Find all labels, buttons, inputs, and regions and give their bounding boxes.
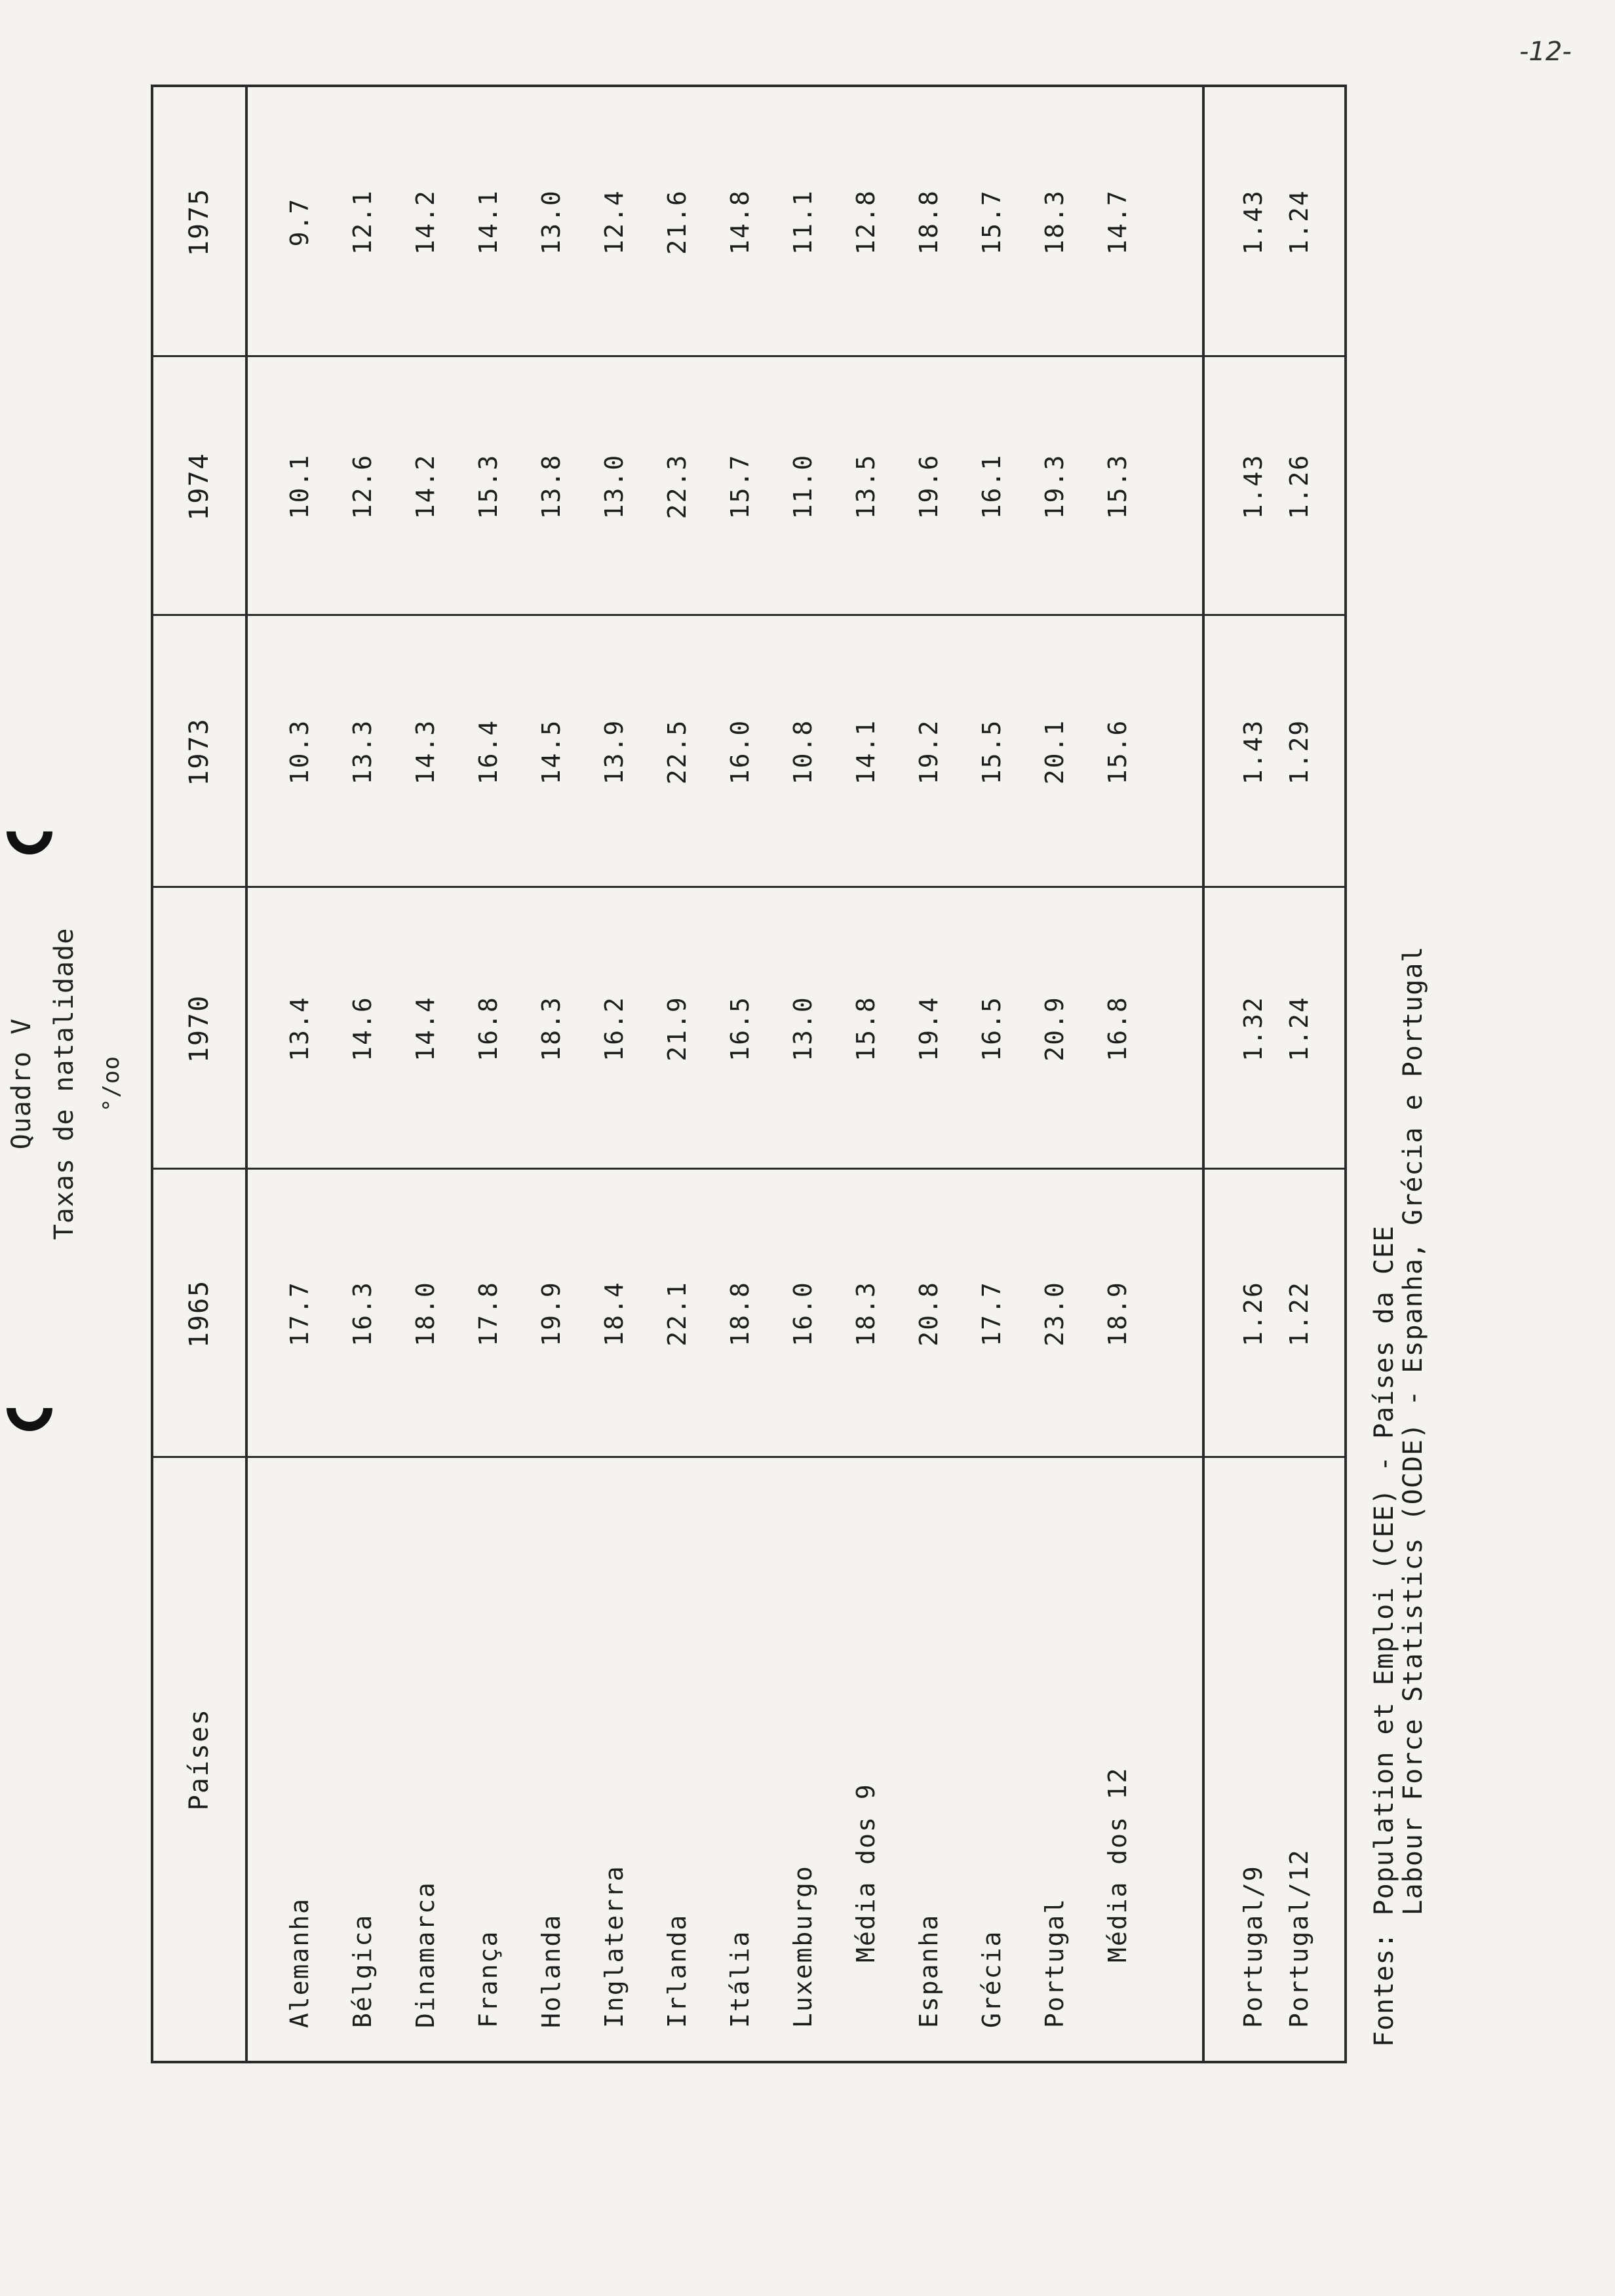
row-label: Bélgica	[348, 1913, 377, 2028]
row-label: Média dos 9	[851, 1783, 880, 1962]
table-cell: 1.29	[1285, 719, 1313, 785]
table-cell: 16.8	[1103, 996, 1132, 1062]
table-cell: 16.0	[726, 719, 754, 785]
table-cell: 17.7	[285, 1281, 314, 1347]
table-cell: 19.9	[537, 1281, 566, 1347]
table-cell: 14.1	[851, 719, 880, 785]
table-cell: 10.1	[285, 453, 314, 520]
row-label: Itália	[726, 1930, 754, 2028]
table-cell: 10.3	[285, 719, 314, 785]
column-header-countries: Países	[184, 1708, 214, 1811]
table-cell: 19.4	[914, 996, 943, 1062]
table-cell: 14.6	[348, 996, 377, 1062]
table-cell: 15.8	[851, 996, 880, 1062]
table-cell: 9.7	[285, 197, 314, 247]
table-cell: 16.1	[977, 453, 1006, 520]
table-cell: 13.5	[851, 453, 880, 520]
table-cell: 20.9	[1040, 996, 1069, 1062]
table-cell: 14.4	[411, 996, 440, 1062]
table-cell: 1.43	[1239, 453, 1268, 520]
table-cell: 15.6	[1103, 719, 1132, 785]
column-header-year: 1965	[184, 1279, 214, 1349]
table-cell: 13.0	[600, 453, 629, 520]
row-label: França	[474, 1930, 503, 2028]
row-label: Dinamarca	[411, 1881, 440, 2028]
table-cell: 14.1	[474, 189, 503, 255]
table-cell: 14.7	[1103, 189, 1132, 255]
table-cell: 19.2	[914, 719, 943, 785]
sources-note	[1370, 946, 1428, 2048]
table-cell: 11.1	[788, 189, 817, 255]
table-cell: 18.3	[1040, 189, 1069, 255]
row-label: Espanha	[914, 1913, 943, 2028]
row-label: Irlanda	[663, 1913, 691, 2028]
table-cell: 19.6	[914, 453, 943, 520]
table-cell: 16.5	[977, 996, 1006, 1062]
table-cell: 22.1	[663, 1281, 691, 1347]
table-cell: 18.3	[537, 996, 566, 1062]
row-label: Portugal/9	[1239, 1865, 1268, 2028]
table-cell: 16.8	[474, 996, 503, 1062]
table-cell: 1.32	[1239, 996, 1268, 1062]
table-cell: 16.5	[726, 996, 754, 1062]
column-header-year: 1973	[184, 718, 214, 786]
table-cell: 13.3	[348, 719, 377, 785]
table-cell: 18.4	[600, 1281, 629, 1347]
sources-line-1: Fontes: Population et Emploi (CEE) - Países da CEE	[1369, 1225, 1399, 2047]
row-label: Luxemburgo	[788, 1865, 817, 2028]
header-divider	[245, 87, 248, 2061]
table-cell: 11.0	[788, 453, 817, 520]
table-cell: 19.3	[1040, 453, 1069, 520]
table-cell: 18.3	[851, 1281, 880, 1347]
table-cell: 22.5	[663, 719, 691, 785]
table-cell: 20.1	[1040, 719, 1069, 785]
table-cell: 14.3	[411, 719, 440, 785]
table-cell: 15.7	[977, 189, 1006, 255]
row-label: Inglaterra	[600, 1865, 629, 2028]
column-header-year: 1974	[184, 452, 214, 521]
table-subtitle: Taxas de natalidade	[49, 927, 79, 1240]
table-cell: 1.24	[1285, 189, 1313, 255]
table-cell: 16.4	[474, 719, 503, 785]
table-cell: 12.1	[348, 189, 377, 255]
column-header-year: 1970	[184, 994, 214, 1063]
table-cell: 23.0	[1040, 1281, 1069, 1347]
table-cell: 16.3	[348, 1281, 377, 1347]
row-label: Alemanha	[285, 1897, 314, 2028]
row-label: Média dos 12	[1103, 1767, 1132, 1962]
table-cell: 17.7	[977, 1281, 1006, 1347]
table-cell: 21.6	[663, 189, 691, 255]
table-cell: 20.8	[914, 1281, 943, 1347]
table-cell: 12.8	[851, 189, 880, 255]
table-cell: 12.4	[600, 189, 629, 255]
table-cell: 21.9	[663, 996, 691, 1062]
table-cell: 17.8	[474, 1281, 503, 1347]
table-cell: 1.26	[1285, 453, 1313, 520]
table-cell: 13.8	[537, 453, 566, 520]
table-cell: 1.43	[1239, 189, 1268, 255]
table-cell: 18.8	[726, 1281, 754, 1347]
table-cell: 16.0	[788, 1281, 817, 1347]
table-cell: 1.43	[1239, 719, 1268, 785]
row-label: Portugal/12	[1285, 1848, 1313, 2028]
table-cell: 14.2	[411, 453, 440, 520]
table-cell: 15.7	[726, 453, 754, 520]
table-cell: 22.3	[663, 453, 691, 520]
table-cell: 15.3	[1103, 453, 1132, 520]
table-cell: 13.0	[788, 996, 817, 1062]
table-cell: 18.0	[411, 1281, 440, 1347]
table-cell: 14.8	[726, 189, 754, 255]
birth-rate-table	[151, 85, 1347, 2063]
table-cell: 1.22	[1285, 1281, 1313, 1347]
sources-line-2: Labour Force Statistics (OCDE) - Espanha, Grécia e Portugal	[1398, 946, 1428, 2047]
table-cell: 1.26	[1239, 1281, 1268, 1347]
row-label: Holanda	[537, 1913, 566, 2028]
table-cell: 12.6	[348, 453, 377, 520]
column-header-year: 1975	[184, 187, 214, 257]
table-cell: 13.9	[600, 719, 629, 785]
table-cell: 16.2	[600, 996, 629, 1062]
table-unit: °/oo	[98, 1056, 125, 1112]
table-cell: 15.5	[977, 719, 1006, 785]
page-number: -12-	[1519, 37, 1572, 67]
table-cell: 1.24	[1285, 996, 1313, 1062]
table-cell: 14.5	[537, 719, 566, 785]
table-cell: 18.9	[1103, 1281, 1132, 1347]
table-cell: 13.4	[285, 996, 314, 1062]
table-title: Quadro V	[7, 1018, 37, 1150]
ratio-divider	[1202, 87, 1205, 2061]
table-cell: 14.2	[411, 189, 440, 255]
table-cell: 18.8	[914, 189, 943, 255]
table-cell: 13.0	[537, 189, 566, 255]
row-label: Grécia	[977, 1930, 1006, 2028]
table-cell: 10.8	[788, 719, 817, 785]
table-cell: 15.3	[474, 453, 503, 520]
row-label: Portugal	[1040, 1897, 1069, 2028]
punch-hole-left	[0, 1376, 62, 1441]
